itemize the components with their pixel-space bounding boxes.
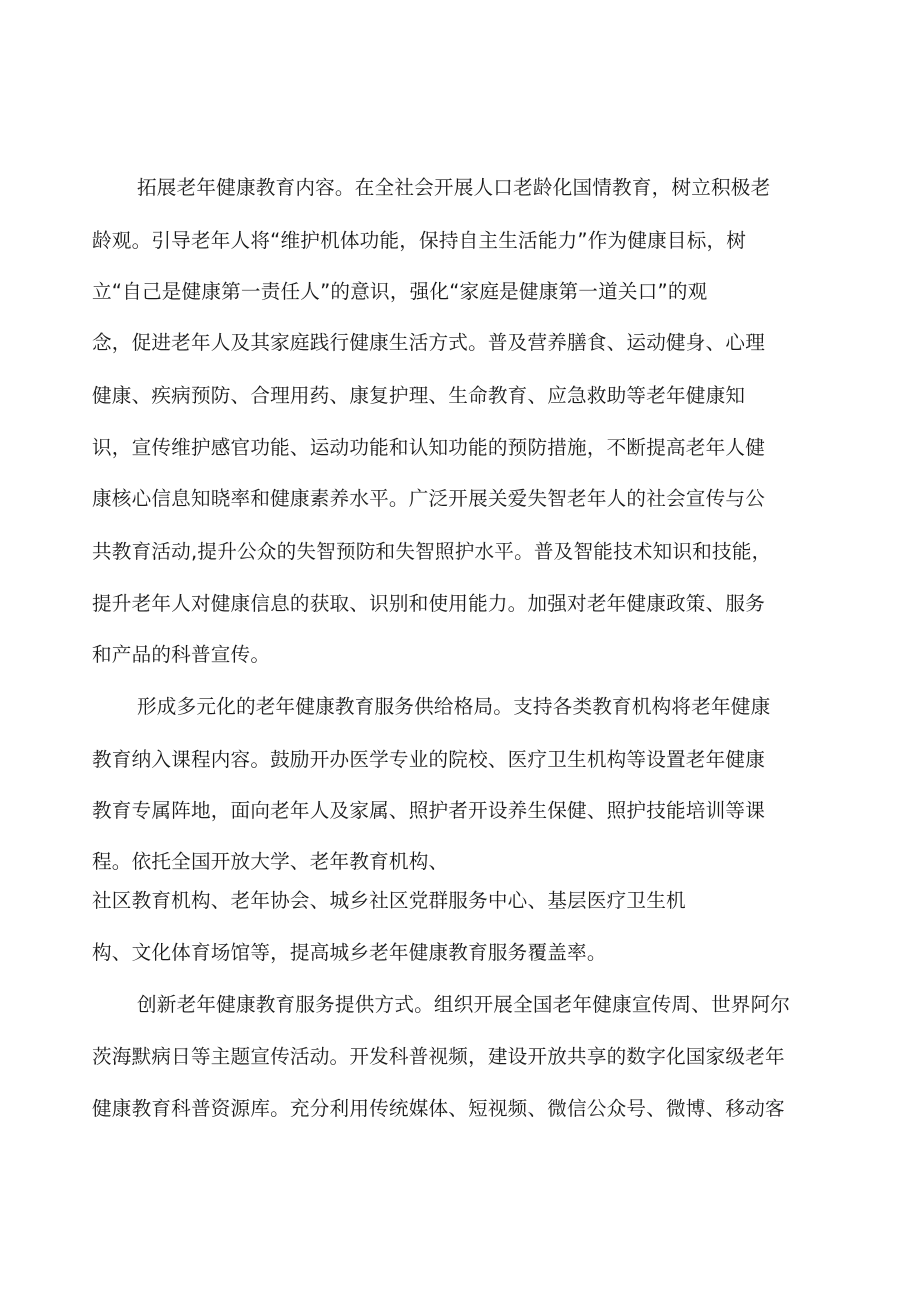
- paragraph-line: 健康、疾病预防、合理用药、康复护理、生命教育、应急救助等老年健康知: [92, 384, 746, 407]
- paragraph-line: 拓展老年健康教育内容。在全社会开展人口老龄化国情教育，树立积极老: [137, 176, 771, 199]
- paragraph-line: 创新老年健康教育服务提供方式。组织开展全国老年健康宣传周、世界阿尔: [137, 993, 791, 1016]
- paragraph-line: 教育专属阵地，面向老年人及家属、照护者开设养生保健、照护技能培训等课: [92, 799, 765, 822]
- paragraph-line: 念，促进老年人及其家庭践行健康生活方式。普及营养膳食、运动健身、心理: [92, 331, 765, 354]
- paragraph-line: 健康教育科普资源库。充分利用传统媒体、短视频、微信公众号、微博、移动客: [92, 1097, 785, 1120]
- paragraph-line: 教育纳入课程内容。鼓励开办医学专业的院校、医疗卫生机构等设置老年健康: [92, 748, 765, 771]
- paragraph-line: 康核心信息知晓率和健康素养水平。广泛开展关爱失智老年人的社会宣传与公: [92, 487, 765, 510]
- paragraph-line: 共教育活动,提升公众的失智预防和失智照护水平。普及智能技术知识和技能，: [92, 540, 772, 563]
- paragraph-line: 茨海默病日等主题宣传活动。开发科普视频，建设开放共享的数字化国家级老年: [92, 1045, 785, 1068]
- paragraph-line: 形成多元化的老年健康教育服务供给格局。支持各类教育机构将老年健康: [137, 695, 771, 718]
- paragraph-line: 社区教育机构、老年协会、城乡社区党群服务中心、基层医疗卫生机: [92, 889, 686, 912]
- paragraph-line: 提升老年人对健康信息的获取、识别和使用能力。加强对老年健康政策、服务: [92, 592, 765, 615]
- paragraph-line: 和产品的科普宣传。: [92, 643, 271, 666]
- paragraph-line: 立“自己是健康第一责任人”的意识，强化“家庭是健康第一道关口”的观: [92, 280, 708, 303]
- paragraph-line: 识，宣传维护感官功能、运动功能和认知功能的预防措施，不断提高老年人健: [92, 436, 765, 459]
- paragraph-line: 程。依托全国开放大学、老年教育机构、: [92, 850, 449, 873]
- paragraph-line: 构、文化体育场馆等，提高城乡老年健康教育服务覆盖率。: [92, 941, 607, 964]
- paragraph-line: 龄观。引导老年人将“维护机体功能，保持自主生活能力”作为健康目标，树: [92, 229, 747, 252]
